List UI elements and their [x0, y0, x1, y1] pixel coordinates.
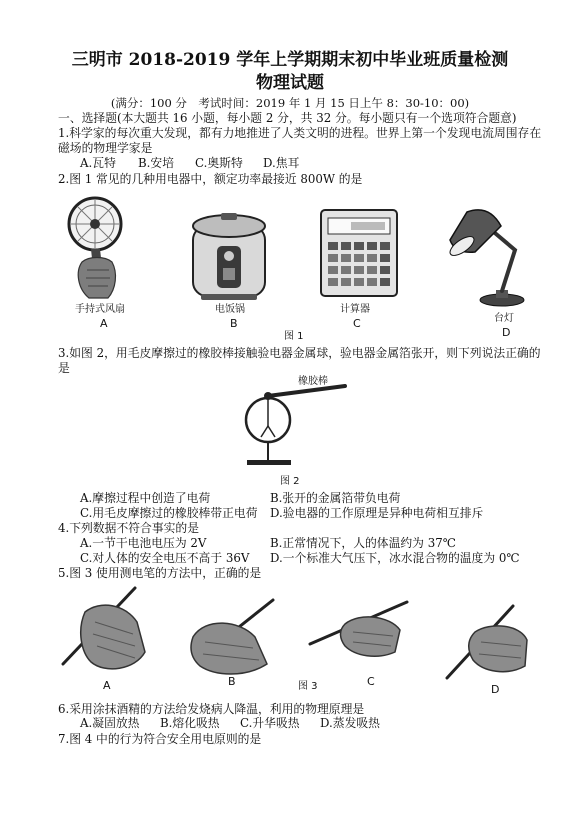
fig1-caption: 图 1 — [284, 331, 304, 342]
exam-title: 三明市 2018-2019 学年上学期期末初中毕业班质量检测 — [71, 50, 509, 70]
calculator-icon — [321, 210, 397, 296]
q1-option-d: D.焦耳 — [263, 156, 300, 170]
q4-option-d: D.一个标准大气压下，冰水混合物的温度为 0℃ — [270, 551, 520, 565]
q4-option-a: A.一节干电池电压为 2V — [80, 536, 207, 550]
fig1-label-rice-cooker: 电饭锅 — [215, 304, 245, 315]
q5-stem: 5.图 3 使用测电笔的方法中，正确的是 — [58, 566, 262, 580]
fig3-caption: 图 3 — [298, 681, 318, 692]
q6-option-b: B.熔化吸热 — [160, 716, 220, 730]
electroscope-icon — [246, 386, 345, 465]
fig1-label-desk-lamp: 台灯 — [494, 313, 514, 324]
fig1-letter-b: B — [230, 317, 238, 330]
q4-option-b: B.正常情况下，人的体温约为 37℃ — [270, 536, 456, 550]
q1-option-c: C.奥斯特 — [195, 156, 243, 170]
rice-cooker-icon — [193, 213, 265, 300]
hand-with-test-pen-a-icon — [63, 588, 145, 669]
fig1-letter-a: A — [100, 317, 108, 330]
fig1-label-calculator: 计算器 — [340, 304, 370, 315]
fig2-rod-label: 橡胶棒 — [298, 376, 328, 387]
q6-stem: 6.采用涂抹酒精的方法给发烧病人降温，利用的物理原理是 — [58, 702, 365, 716]
q3-option-c: C.用毛皮摩擦过的橡胶棒带正电荷 — [80, 506, 258, 520]
q6-option-a: A.凝固放热 — [80, 716, 140, 730]
fig2-caption: 图 2 — [280, 476, 300, 487]
handheld-fan-icon — [69, 198, 121, 298]
q1-option-a: A.瓦特 — [80, 156, 116, 170]
section-heading: 一、选择题(本大题共 16 小题，每小题 2 分，共 32 分。每小题只有一个选项符合题意) — [58, 111, 517, 125]
exam-info: (满分：100 分 考试时间：2019 年 1 月 15 日上午 8：30-10：00) — [110, 96, 470, 110]
fig3-letter-d: D — [491, 683, 500, 696]
q2-stem: 2.图 1 常见的几种用电器中，额定功率最接近 800W 的是 — [58, 172, 363, 186]
fig3-letter-b: B — [228, 675, 236, 688]
desk-lamp-icon — [447, 210, 524, 306]
q3-option-b: B.张开的金属箔带负电荷 — [270, 491, 401, 505]
figure-1-illustrations — [55, 192, 535, 317]
hand-with-test-pen-d-icon — [447, 606, 527, 678]
fig3-letter-a: A — [103, 679, 111, 692]
q6-option-d: D.蒸发吸热 — [320, 716, 380, 730]
metal-leaf-left — [261, 426, 268, 437]
q1-stem-line2: 磁场的物理学家是 — [58, 141, 153, 155]
q3-stem-line2: 是 — [58, 361, 70, 375]
q4-option-c: C.对人体的安全电压不高于 36V — [80, 551, 250, 565]
q4-stem: 4.下列数据不符合事实的是 — [58, 521, 200, 535]
metal-ball — [264, 392, 272, 400]
exam-subtitle: 物理试题 — [256, 73, 324, 93]
q6-option-c: C.升华吸热 — [240, 716, 300, 730]
hand-with-test-pen-c-icon — [310, 602, 407, 656]
fig1-letter-d: D — [502, 326, 511, 339]
q1-option-b: B.安培 — [138, 156, 175, 170]
hand-with-test-pen-b-icon — [191, 600, 273, 674]
figure-2-electroscope — [235, 374, 355, 474]
q3-option-d: D.验电器的工作原理是异种电荷相互排斥 — [270, 506, 484, 520]
fig1-label-fan: 手持式风扇 — [75, 304, 125, 315]
q3-stem-line1: 3.如图 2，用毛皮摩擦过的橡胶棒接触验电器金属球，验电器金属箔张开，则下列说法正确的 — [58, 346, 541, 360]
q1-stem-line1: 1.科学家的每次重大发现，都有力地推进了人类文明的进程。世界上第一个发现电流周围存在 — [58, 126, 542, 140]
fig1-letter-c: C — [353, 317, 361, 330]
q3-option-a: A.摩擦过程中创造了电荷 — [80, 491, 211, 505]
figure-3-test-pen-hands — [55, 582, 535, 682]
fig3-letter-c: C — [367, 675, 375, 688]
metal-leaf-right — [268, 426, 275, 437]
q7-stem: 7.图 4 中的行为符合安全用电原则的是 — [58, 732, 262, 746]
